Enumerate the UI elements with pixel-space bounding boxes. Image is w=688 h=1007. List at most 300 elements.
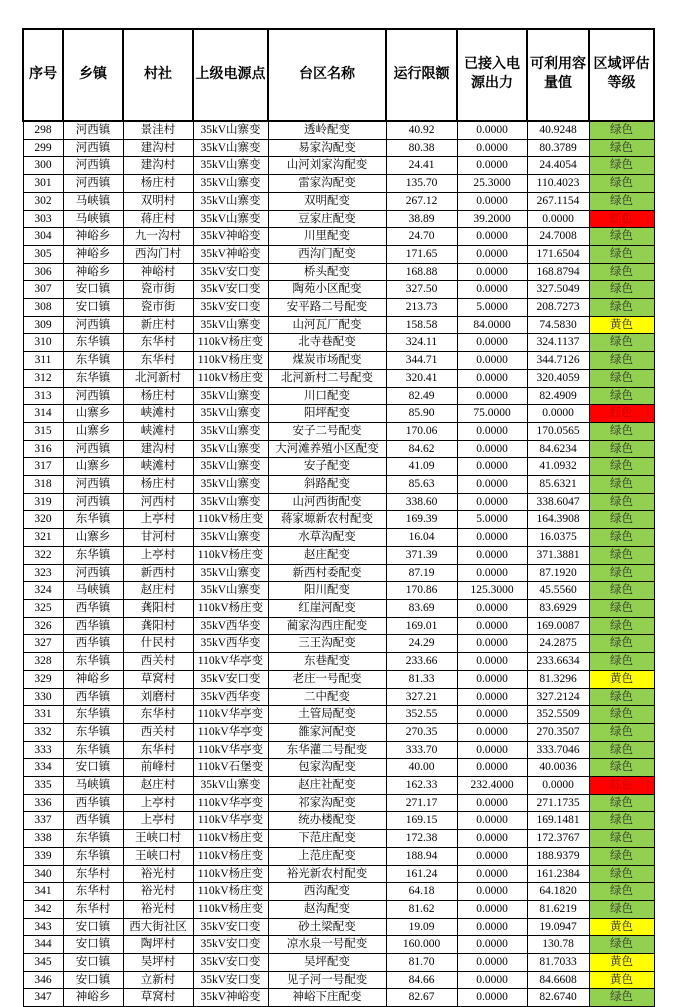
serial-cell: 333 [23,741,63,759]
operation-limit-cell: 16.04 [386,529,457,547]
serial-cell: 322 [23,546,63,564]
village-cell: 草窝村 [123,989,193,1007]
operation-limit-cell: 84.66 [386,971,457,989]
village-cell: 上亭村 [123,812,193,830]
table-row [23,989,654,1007]
operation-limit-cell: 41.09 [386,458,457,476]
township-cell: 东华镇 [63,847,123,865]
station-name-cell: 东华灌二号配变 [268,741,386,759]
available-capacity-cell: 164.3908 [527,511,589,529]
village-cell: 赵庄村 [123,777,193,795]
serial-cell: 317 [23,458,63,476]
connected-output-cell: 0.0000 [457,635,527,653]
station-name-cell: 统办楼配变 [268,812,386,830]
available-capacity-cell: 130.78 [527,936,589,954]
connected-output-cell: 0.0000 [457,847,527,865]
operation-limit-cell: 80.38 [386,139,457,157]
connected-output-cell: 0.0000 [457,723,527,741]
grade-cell: 黄色 [589,954,654,972]
connected-output-cell: 0.0000 [457,157,527,175]
available-capacity-cell: 333.7046 [527,741,589,759]
village-cell: 立新村 [123,971,193,989]
operation-limit-cell: 371.39 [386,546,457,564]
township-cell: 神峪乡 [63,670,123,688]
available-capacity-cell: 87.1920 [527,564,589,582]
table-row [23,263,654,281]
station-name-cell: 水草沟配变 [268,529,386,547]
table-row [23,582,654,600]
available-capacity-cell: 208.7273 [527,299,589,317]
table-row [23,228,654,246]
header-connected-output: 已接入电源出力 [457,29,527,121]
table-row [23,653,654,671]
serial-cell: 324 [23,582,63,600]
power-source-cell: 110kV石堡变 [193,759,268,777]
connected-output-cell: 232.4000 [457,777,527,795]
power-source-cell: 35kV山寨变 [193,192,268,210]
village-cell: 新西村 [123,564,193,582]
power-source-cell: 35kV西华变 [193,635,268,653]
station-name-cell: 阳坪配变 [268,405,386,423]
station-name-cell: 凉水泉一号配变 [268,936,386,954]
available-capacity-cell: 188.9379 [527,847,589,865]
connected-output-cell: 0.0000 [457,900,527,918]
township-cell: 山寨乡 [63,422,123,440]
operation-limit-cell: 87.19 [386,564,457,582]
serial-cell: 305 [23,245,63,263]
connected-output-cell: 0.0000 [457,387,527,405]
operation-limit-cell: 213.73 [386,299,457,317]
township-cell: 马峡镇 [63,192,123,210]
connected-output-cell: 25.3000 [457,175,527,193]
village-cell: 上亭村 [123,511,193,529]
available-capacity-cell: 40.0036 [527,759,589,777]
village-cell: 建沟村 [123,139,193,157]
available-capacity-cell: 81.6219 [527,900,589,918]
operation-limit-cell: 81.70 [386,954,457,972]
operation-limit-cell: 333.70 [386,741,457,759]
power-source-cell: 35kV山寨变 [193,476,268,494]
power-source-cell: 35kV山寨变 [193,387,268,405]
station-name-cell: 西沟门配变 [268,245,386,263]
township-cell: 山寨乡 [63,405,123,423]
grade-cell: 绿色 [589,263,654,281]
township-cell: 东华镇 [63,511,123,529]
station-name-cell: 三王沟配变 [268,635,386,653]
grade-cell: 绿色 [589,706,654,724]
connected-output-cell: 0.0000 [457,369,527,387]
table-row [23,139,654,157]
available-capacity-cell: 81.3296 [527,670,589,688]
station-name-cell: 阳川配变 [268,582,386,600]
connected-output-cell: 5.0000 [457,511,527,529]
serial-cell: 335 [23,777,63,795]
power-source-cell: 35kV神峪变 [193,228,268,246]
table-row [23,847,654,865]
operation-limit-cell: 344.71 [386,352,457,370]
power-source-cell: 35kV西华变 [193,688,268,706]
grade-cell: 绿色 [589,812,654,830]
available-capacity-cell: 40.9248 [527,121,589,139]
power-source-cell: 35kV神峪变 [193,989,268,1007]
village-cell: 刘磨村 [123,688,193,706]
serial-cell: 311 [23,352,63,370]
village-cell: 神峪村 [123,263,193,281]
village-cell: 河西村 [123,493,193,511]
available-capacity-cell: 171.6504 [527,245,589,263]
power-source-cell: 35kV山寨变 [193,405,268,423]
power-source-cell: 110kV华亭变 [193,706,268,724]
power-source-cell: 110kV杨庄变 [193,511,268,529]
station-name-cell: 山河西街配变 [268,493,386,511]
serial-cell: 316 [23,440,63,458]
connected-output-cell: 0.0000 [457,458,527,476]
village-cell: 杨庄村 [123,175,193,193]
available-capacity-cell: 45.5560 [527,582,589,600]
operation-limit-cell: 170.06 [386,422,457,440]
serial-cell: 336 [23,794,63,812]
village-cell: 龚阳村 [123,599,193,617]
grade-cell: 绿色 [589,847,654,865]
grade-cell: 绿色 [589,883,654,901]
available-capacity-cell: 161.2384 [527,865,589,883]
connected-output-cell: 0.0000 [457,529,527,547]
station-name-cell: 川里配变 [268,228,386,246]
connected-output-cell: 39.2000 [457,210,527,228]
township-cell: 神峪乡 [63,228,123,246]
grade-cell: 绿色 [589,228,654,246]
grade-cell: 绿色 [589,369,654,387]
village-cell: 九一沟村 [123,228,193,246]
station-name-cell: 北寺巷配变 [268,334,386,352]
available-capacity-cell: 169.0087 [527,617,589,635]
grade-cell: 绿色 [589,192,654,210]
township-cell: 安口镇 [63,954,123,972]
available-capacity-cell: 19.0947 [527,918,589,936]
township-cell: 西华镇 [63,812,123,830]
serial-cell: 334 [23,759,63,777]
connected-output-cell: 0.0000 [457,653,527,671]
grade-cell: 黄色 [589,971,654,989]
power-source-cell: 35kV安口变 [193,971,268,989]
connected-output-cell: 0.0000 [457,812,527,830]
village-cell: 裕光村 [123,900,193,918]
serial-cell: 337 [23,812,63,830]
station-name-cell: 土管局配变 [268,706,386,724]
township-cell: 东华村 [63,900,123,918]
grade-cell: 绿色 [589,245,654,263]
table-header [23,29,654,121]
power-source-cell: 35kV西华变 [193,617,268,635]
connected-output-cell: 0.0000 [457,954,527,972]
table-row [23,723,654,741]
available-capacity-cell: 170.0565 [527,422,589,440]
table-row [23,175,654,193]
serial-cell: 327 [23,635,63,653]
connected-output-cell: 84.0000 [457,316,527,334]
power-source-cell: 110kV杨庄变 [193,546,268,564]
grade-cell: 红色 [589,777,654,795]
serial-cell: 308 [23,299,63,317]
available-capacity-cell: 85.6321 [527,476,589,494]
serial-cell: 331 [23,706,63,724]
power-source-cell: 110kV杨庄变 [193,865,268,883]
available-capacity-cell: 270.3507 [527,723,589,741]
available-capacity-cell: 172.3767 [527,830,589,848]
grade-cell: 绿色 [589,157,654,175]
connected-output-cell: 0.0000 [457,263,527,281]
table-row [23,954,654,972]
table-row [23,157,654,175]
grade-cell: 黄色 [589,918,654,936]
serial-cell: 315 [23,422,63,440]
village-cell: 新庄村 [123,316,193,334]
operation-limit-cell: 169.15 [386,812,457,830]
power-source-cell: 35kV安口变 [193,954,268,972]
township-cell: 东华村 [63,865,123,883]
table-row [23,900,654,918]
power-source-cell: 35kV山寨变 [193,564,268,582]
village-cell: 前峰村 [123,759,193,777]
grade-cell: 绿色 [589,175,654,193]
connected-output-cell: 0.0000 [457,440,527,458]
power-source-cell: 35kV山寨变 [193,175,268,193]
available-capacity-cell: 320.4059 [527,369,589,387]
table-row [23,564,654,582]
village-cell: 瓷市街 [123,299,193,317]
serial-cell: 346 [23,971,63,989]
grade-cell: 绿色 [589,511,654,529]
header-area-grade: 区域评估等级 [589,29,654,121]
station-name-cell: 赵庄社配变 [268,777,386,795]
station-name-cell: 双明配变 [268,192,386,210]
available-capacity-cell: 267.1154 [527,192,589,210]
connected-output-cell: 0.0000 [457,245,527,263]
table-row [23,830,654,848]
available-capacity-cell: 0.0000 [527,210,589,228]
connected-output-cell: 0.0000 [457,971,527,989]
operation-limit-cell: 82.67 [386,989,457,1007]
serial-cell: 303 [23,210,63,228]
connected-output-cell: 0.0000 [457,493,527,511]
village-cell: 瓷市街 [123,281,193,299]
power-source-cell: 35kV安口变 [193,918,268,936]
power-source-cell: 110kV杨庄变 [193,352,268,370]
serial-cell: 326 [23,617,63,635]
table-row [23,812,654,830]
grade-cell: 绿色 [589,865,654,883]
operation-limit-cell: 82.49 [386,387,457,405]
connected-output-cell: 0.0000 [457,670,527,688]
station-name-cell: 斜路配变 [268,476,386,494]
table-row [23,529,654,547]
village-cell: 东华村 [123,741,193,759]
serial-cell: 300 [23,157,63,175]
serial-cell: 329 [23,670,63,688]
serial-cell: 341 [23,883,63,901]
township-cell: 西华镇 [63,617,123,635]
grade-cell: 绿色 [589,635,654,653]
available-capacity-cell: 233.6634 [527,653,589,671]
township-cell: 马峡镇 [63,777,123,795]
village-cell: 峡滩村 [123,422,193,440]
village-cell: 北河新村 [123,369,193,387]
available-capacity-cell: 64.1820 [527,883,589,901]
connected-output-cell: 0.0000 [457,228,527,246]
serial-cell: 325 [23,599,63,617]
power-source-cell: 110kV杨庄变 [193,830,268,848]
station-name-cell: 红崖河配变 [268,599,386,617]
power-source-cell: 110kV杨庄变 [193,369,268,387]
operation-limit-cell: 161.24 [386,865,457,883]
available-capacity-cell: 74.5830 [527,316,589,334]
header-power-source: 上级电源点 [193,29,268,121]
serial-cell: 299 [23,139,63,157]
operation-limit-cell: 338.60 [386,493,457,511]
connected-output-cell: 0.0000 [457,139,527,157]
station-name-cell: 雷家沟配变 [268,175,386,193]
available-capacity-cell: 16.0375 [527,529,589,547]
table-row [23,121,654,139]
township-cell: 东华镇 [63,830,123,848]
table-row [23,281,654,299]
township-cell: 河西镇 [63,157,123,175]
grade-cell: 红色 [589,405,654,423]
connected-output-cell: 0.0000 [457,741,527,759]
serial-cell: 343 [23,918,63,936]
station-name-cell: 桥头配变 [268,263,386,281]
header-row [23,29,654,121]
available-capacity-cell: 84.6234 [527,440,589,458]
operation-limit-cell: 327.21 [386,688,457,706]
township-cell: 河西镇 [63,440,123,458]
station-name-cell: 上范庄配变 [268,847,386,865]
power-source-cell: 35kV山寨变 [193,493,268,511]
power-source-cell: 35kV山寨变 [193,157,268,175]
table-row [23,458,654,476]
serial-cell: 323 [23,564,63,582]
connected-output-cell: 0.0000 [457,688,527,706]
township-cell: 神峪乡 [63,989,123,1007]
station-name-cell: 赵沟配变 [268,900,386,918]
header-operation-limit: 运行限额 [386,29,457,121]
power-source-cell: 110kV华亭变 [193,723,268,741]
power-source-cell: 35kV山寨变 [193,139,268,157]
available-capacity-cell: 327.2124 [527,688,589,706]
grade-cell: 绿色 [589,794,654,812]
power-source-cell: 35kV神峪变 [193,245,268,263]
operation-limit-cell: 85.63 [386,476,457,494]
grade-cell: 绿色 [589,546,654,564]
table-row [23,777,654,795]
village-cell: 东华村 [123,352,193,370]
table-row [23,759,654,777]
grade-cell: 绿色 [589,989,654,1007]
serial-cell: 347 [23,989,63,1007]
power-source-cell: 110kV华亭变 [193,653,268,671]
table-row [23,440,654,458]
operation-limit-cell: 40.92 [386,121,457,139]
serial-cell: 309 [23,316,63,334]
station-name-cell: 裕光新农村配变 [268,865,386,883]
power-source-cell: 110kV华亭变 [193,794,268,812]
grade-cell: 绿色 [589,387,654,405]
operation-limit-cell: 24.41 [386,157,457,175]
township-cell: 安口镇 [63,918,123,936]
station-name-cell: 山河瓦厂配变 [268,316,386,334]
connected-output-cell: 0.0000 [457,546,527,564]
grade-cell: 绿色 [589,529,654,547]
grade-cell: 绿色 [589,936,654,954]
grade-cell: 红色 [589,210,654,228]
available-capacity-cell: 271.1735 [527,794,589,812]
operation-limit-cell: 172.38 [386,830,457,848]
available-capacity-cell: 80.3789 [527,139,589,157]
township-cell: 山寨乡 [63,458,123,476]
operation-limit-cell: 24.70 [386,228,457,246]
station-name-cell: 透岭配变 [268,121,386,139]
village-cell: 蒋庄村 [123,210,193,228]
operation-limit-cell: 162.33 [386,777,457,795]
serial-cell: 321 [23,529,63,547]
township-cell: 神峪乡 [63,263,123,281]
station-name-cell: 二中配变 [268,688,386,706]
grade-cell: 绿色 [589,564,654,582]
table-body [23,121,654,1007]
table-row [23,635,654,653]
township-cell: 东华镇 [63,352,123,370]
station-name-cell: 包家沟配变 [268,759,386,777]
table-row [23,546,654,564]
village-cell: 建沟村 [123,157,193,175]
grade-cell: 黄色 [589,670,654,688]
township-cell: 东华镇 [63,546,123,564]
station-name-cell: 陶苑小区配变 [268,281,386,299]
village-cell: 西关村 [123,653,193,671]
village-cell: 王峡口村 [123,830,193,848]
township-cell: 东华镇 [63,653,123,671]
connected-output-cell: 0.0000 [457,476,527,494]
power-source-cell: 35kV山寨变 [193,458,268,476]
serial-cell: 304 [23,228,63,246]
village-cell: 东华村 [123,334,193,352]
township-cell: 安口镇 [63,971,123,989]
grade-cell: 绿色 [589,334,654,352]
station-name-cell: 大河滩养殖小区配变 [268,440,386,458]
operation-limit-cell: 171.65 [386,245,457,263]
available-capacity-cell: 327.5049 [527,281,589,299]
power-source-cell: 35kV山寨变 [193,440,268,458]
grade-cell: 绿色 [589,281,654,299]
table-row [23,387,654,405]
village-cell: 景洼村 [123,121,193,139]
grade-cell: 绿色 [589,121,654,139]
connected-output-cell: 0.0000 [457,918,527,936]
village-cell: 龚阳村 [123,617,193,635]
station-name-cell: 东巷配变 [268,653,386,671]
serial-cell: 342 [23,900,63,918]
township-cell: 山寨乡 [63,529,123,547]
connected-output-cell: 75.0000 [457,405,527,423]
serial-cell: 328 [23,653,63,671]
station-name-cell: 豆家庄配变 [268,210,386,228]
connected-output-cell: 0.0000 [457,989,527,1007]
township-cell: 安口镇 [63,299,123,317]
township-cell: 西华镇 [63,794,123,812]
serial-cell: 314 [23,405,63,423]
grade-cell: 绿色 [589,653,654,671]
township-cell: 河西镇 [63,316,123,334]
